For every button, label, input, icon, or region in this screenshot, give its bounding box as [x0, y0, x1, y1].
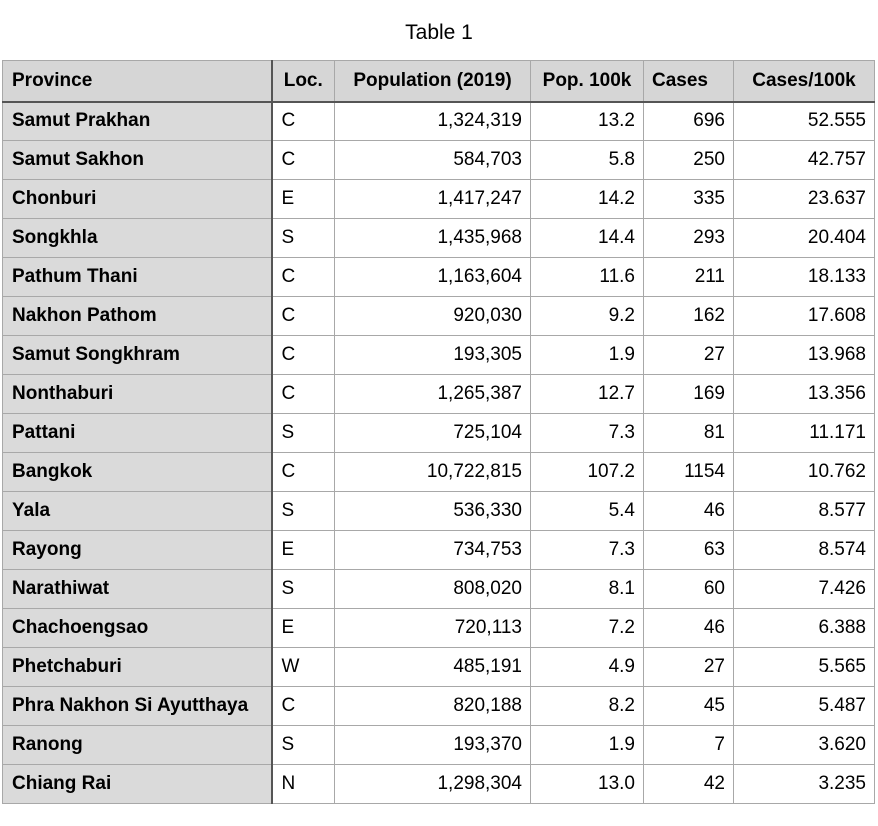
cases-per-100k-cell: 5.487 — [734, 687, 875, 726]
cases-cell: 46 — [644, 609, 734, 648]
table-row — [3, 492, 875, 531]
table-row — [3, 219, 875, 258]
cases-per-100k-cell: 52.555 — [734, 102, 875, 141]
column-header-cases: Cases — [644, 61, 734, 102]
location-cell: S — [272, 219, 335, 258]
table-row — [3, 453, 875, 492]
population-cell: 193,370 — [335, 726, 531, 765]
province-cell: Samut Sakhon — [3, 141, 272, 180]
province-cell: Phetchaburi — [3, 648, 272, 687]
province-cell: Yala — [3, 492, 272, 531]
pop-100k-cell: 9.2 — [531, 297, 644, 336]
location-cell: C — [272, 102, 335, 141]
pop-100k-cell: 11.6 — [531, 258, 644, 297]
pop-100k-cell: 4.9 — [531, 648, 644, 687]
population-cell: 10,722,815 — [335, 453, 531, 492]
table-row — [3, 726, 875, 765]
location-cell: N — [272, 765, 335, 804]
pop-100k-cell: 13.2 — [531, 102, 644, 141]
province-cell: Songkhla — [3, 219, 272, 258]
population-cell: 1,324,319 — [335, 102, 531, 141]
table-row — [3, 180, 875, 219]
location-cell: C — [272, 375, 335, 414]
cases-per-100k-cell: 8.574 — [734, 531, 875, 570]
pop-100k-cell: 5.4 — [531, 492, 644, 531]
population-cell: 820,188 — [335, 687, 531, 726]
cases-per-100k-cell: 6.388 — [734, 609, 875, 648]
population-cell: 1,417,247 — [335, 180, 531, 219]
cases-cell: 46 — [644, 492, 734, 531]
cases-per-100k-cell: 3.235 — [734, 765, 875, 804]
location-cell: C — [272, 258, 335, 297]
cases-cell: 211 — [644, 258, 734, 297]
pop-100k-cell: 13.0 — [531, 765, 644, 804]
table-row — [3, 765, 875, 804]
province-cell: Bangkok — [3, 453, 272, 492]
province-cell: Nonthaburi — [3, 375, 272, 414]
location-cell: W — [272, 648, 335, 687]
table-row — [3, 531, 875, 570]
location-cell: S — [272, 414, 335, 453]
pop-100k-cell: 14.2 — [531, 180, 644, 219]
pop-100k-cell: 1.9 — [531, 726, 644, 765]
cases-cell: 60 — [644, 570, 734, 609]
cases-cell: 45 — [644, 687, 734, 726]
cases-cell: 293 — [644, 219, 734, 258]
cases-cell: 169 — [644, 375, 734, 414]
table-row — [3, 687, 875, 726]
table-row — [3, 141, 875, 180]
pop-100k-cell: 14.4 — [531, 219, 644, 258]
data-table — [2, 60, 875, 804]
cases-per-100k-cell: 23.637 — [734, 180, 875, 219]
pop-100k-cell: 7.3 — [531, 531, 644, 570]
cases-per-100k-cell: 10.762 — [734, 453, 875, 492]
cases-cell: 1154 — [644, 453, 734, 492]
population-cell: 1,163,604 — [335, 258, 531, 297]
province-cell: Chonburi — [3, 180, 272, 219]
population-cell: 1,265,387 — [335, 375, 531, 414]
cases-per-100k-cell: 13.968 — [734, 336, 875, 375]
population-cell: 536,330 — [335, 492, 531, 531]
column-header-province: Province — [3, 61, 272, 102]
province-cell: Phra Nakhon Si Ayutthaya — [3, 687, 272, 726]
cases-cell: 335 — [644, 180, 734, 219]
cases-per-100k-cell: 18.133 — [734, 258, 875, 297]
cases-per-100k-cell: 7.426 — [734, 570, 875, 609]
cases-per-100k-cell: 13.356 — [734, 375, 875, 414]
table-row — [3, 375, 875, 414]
pop-100k-cell: 8.1 — [531, 570, 644, 609]
pop-100k-cell: 12.7 — [531, 375, 644, 414]
population-cell: 485,191 — [335, 648, 531, 687]
pop-100k-cell: 8.2 — [531, 687, 644, 726]
table-row — [3, 258, 875, 297]
column-header-population: Population (2019) — [335, 61, 531, 102]
population-cell: 720,113 — [335, 609, 531, 648]
population-cell: 193,305 — [335, 336, 531, 375]
location-cell: C — [272, 336, 335, 375]
population-cell: 584,703 — [335, 141, 531, 180]
header-row — [3, 61, 875, 102]
table-row — [3, 609, 875, 648]
province-cell: Pathum Thani — [3, 258, 272, 297]
pop-100k-cell: 107.2 — [531, 453, 644, 492]
population-cell: 725,104 — [335, 414, 531, 453]
column-header-pop-100k: Pop. 100k — [531, 61, 644, 102]
location-cell: C — [272, 453, 335, 492]
province-cell: Pattani — [3, 414, 272, 453]
location-cell: C — [272, 687, 335, 726]
cases-cell: 7 — [644, 726, 734, 765]
cases-per-100k-cell: 17.608 — [734, 297, 875, 336]
location-cell: S — [272, 570, 335, 609]
pop-100k-cell: 7.3 — [531, 414, 644, 453]
table-row — [3, 414, 875, 453]
province-cell: Chiang Rai — [3, 765, 272, 804]
cases-per-100k-cell: 11.171 — [734, 414, 875, 453]
table-row — [3, 102, 875, 141]
location-cell: C — [272, 297, 335, 336]
column-header-location: Loc. — [272, 61, 335, 102]
population-cell: 1,435,968 — [335, 219, 531, 258]
cases-cell: 63 — [644, 531, 734, 570]
province-cell: Rayong — [3, 531, 272, 570]
location-cell: E — [272, 609, 335, 648]
population-cell: 1,298,304 — [335, 765, 531, 804]
location-cell: E — [272, 531, 335, 570]
location-cell: S — [272, 726, 335, 765]
cases-cell: 81 — [644, 414, 734, 453]
province-cell: Ranong — [3, 726, 272, 765]
province-cell: Narathiwat — [3, 570, 272, 609]
population-cell: 734,753 — [335, 531, 531, 570]
table-row — [3, 336, 875, 375]
location-cell: C — [272, 141, 335, 180]
cases-cell: 250 — [644, 141, 734, 180]
cases-cell: 27 — [644, 648, 734, 687]
population-cell: 808,020 — [335, 570, 531, 609]
table-title: Table 1 — [405, 21, 473, 44]
location-cell: S — [272, 492, 335, 531]
population-cell: 920,030 — [335, 297, 531, 336]
cases-per-100k-cell: 8.577 — [734, 492, 875, 531]
table-row — [3, 570, 875, 609]
cases-per-100k-cell: 20.404 — [734, 219, 875, 258]
column-header-cases-per-100k: Cases/100k — [734, 61, 875, 102]
cases-per-100k-cell: 3.620 — [734, 726, 875, 765]
cases-cell: 696 — [644, 102, 734, 141]
cases-cell: 27 — [644, 336, 734, 375]
location-cell: E — [272, 180, 335, 219]
pop-100k-cell: 7.2 — [531, 609, 644, 648]
province-cell: Chachoengsao — [3, 609, 272, 648]
cases-per-100k-cell: 42.757 — [734, 141, 875, 180]
province-cell: Nakhon Pathom — [3, 297, 272, 336]
pop-100k-cell: 5.8 — [531, 141, 644, 180]
cases-cell: 162 — [644, 297, 734, 336]
pop-100k-cell: 1.9 — [531, 336, 644, 375]
table-row — [3, 648, 875, 687]
cases-per-100k-cell: 5.565 — [734, 648, 875, 687]
province-cell: Samut Songkhram — [3, 336, 272, 375]
province-cell: Samut Prakhan — [3, 102, 272, 141]
cases-cell: 42 — [644, 765, 734, 804]
table-row — [3, 297, 875, 336]
